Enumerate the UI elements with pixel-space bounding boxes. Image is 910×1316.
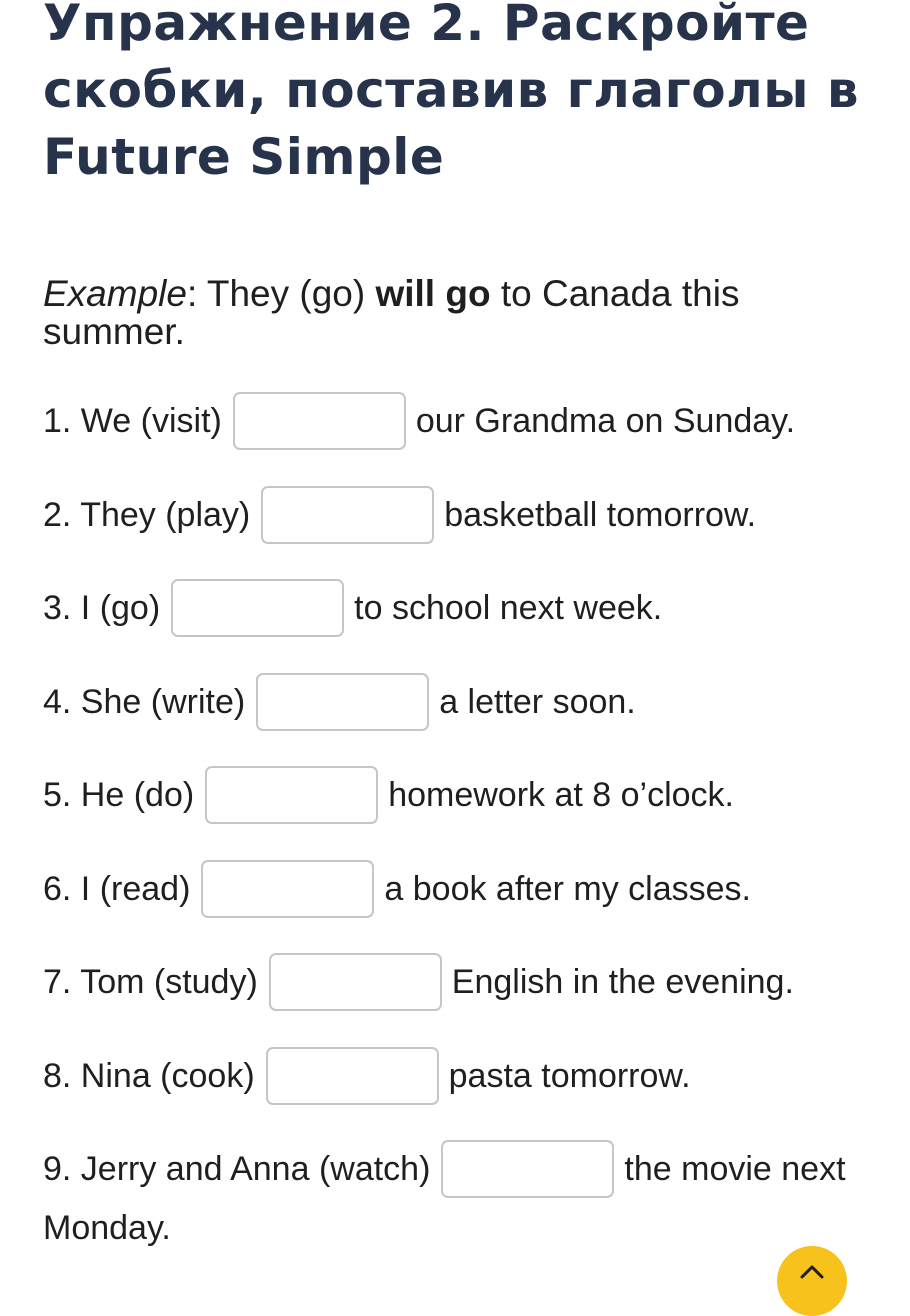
exercise-suffix: our Grandma on Sunday. [415,401,796,440]
exercise-prefix: 3. I (go) [43,588,161,627]
exercise-prefix: 7. Tom (study) [43,962,258,1001]
exercise-item-4 [43,673,636,731]
exercise-item-9 [43,1140,846,1198]
answer-input-1[interactable] [233,392,406,450]
example-rest: to Canada this summer. [43,273,740,352]
answer-input-7[interactable] [269,953,442,1011]
example-text: : They (go) [186,273,376,314]
exercise-item-3 [43,579,662,637]
exercise-item-2 [43,486,756,544]
answer-input-8[interactable] [266,1047,439,1105]
exercise-prefix: 9. Jerry and Anna (watch) [43,1149,431,1188]
exercise-suffix: to school next week. [354,588,663,627]
answer-input-4[interactable] [256,673,429,731]
exercise-item-5 [43,766,734,824]
exercise-suffix: the movie next [624,1149,846,1188]
exercise-suffix: pasta tomorrow. [448,1056,691,1095]
exercise-prefix: 2. They (play) [43,495,251,534]
exercise-suffix: a book after my classes. [384,869,751,908]
exercise-suffix: English in the evening. [451,962,794,1001]
exercise-prefix: 1. We (visit) [43,401,222,440]
exercise-continuation: Monday. [43,1209,171,1247]
exercise-suffix: a letter soon. [439,682,636,721]
exercise-prefix: 8. Nina (cook) [43,1056,255,1095]
answer-input-9[interactable] [441,1140,614,1198]
exercise-prefix: 6. I (read) [43,869,191,908]
example-answer: will go [375,273,491,314]
page-title: Упражнение 2. Раскройте скобки, поставив глаголы в Future Simple [43,0,860,186]
answer-input-3[interactable] [171,579,344,637]
exercise-prefix: 5. He (do) [43,775,195,814]
exercise-item-8 [43,1047,691,1105]
answer-input-6[interactable] [201,860,374,918]
example-sentence [43,275,883,351]
exercise-item-6 [43,860,751,918]
exercise-item-1 [43,392,795,450]
exercise-suffix: homework at 8 o’clock. [388,775,734,814]
exercise-suffix: basketball tomorrow. [444,495,757,534]
example-label: Example [43,273,187,314]
scroll-to-top-button[interactable] [777,1246,847,1316]
exercise-prefix: 4. She (write) [43,682,246,721]
answer-input-2[interactable] [261,486,434,544]
exercise-item-7 [43,953,794,1011]
answer-input-5[interactable] [205,766,378,824]
